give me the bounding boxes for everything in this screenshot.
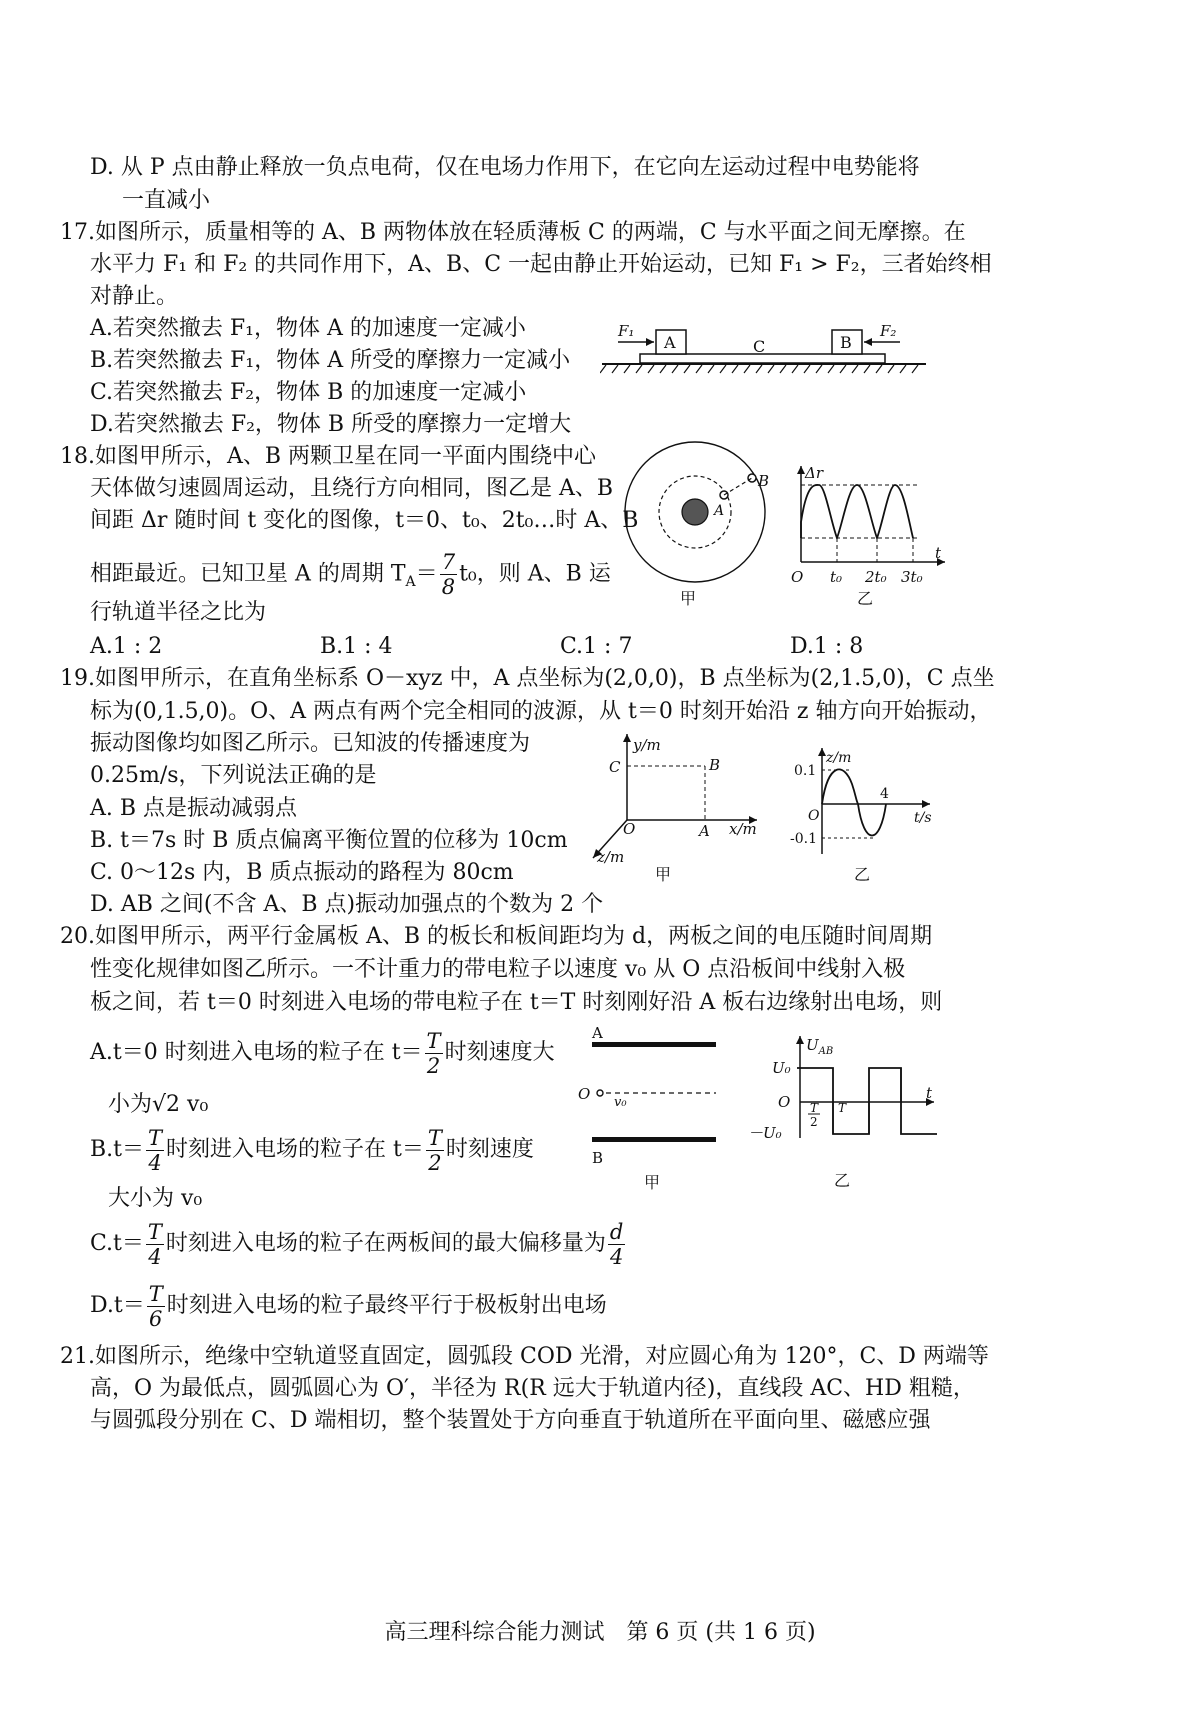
axis-label-u: $U_{AB}$ <box>806 1036 834 1057</box>
q17-stem-line: 17.如图所示，质量相等的 A、B 两物体放在轻质薄板 C 的两端，C 与水平面之间无摩擦。在 <box>60 220 966 245</box>
axis-label-t: t <box>926 1084 933 1102</box>
q18-stem-line: 天体做匀速圆周运动，且绕行方向相同，图乙是 A、B <box>90 476 614 501</box>
plate-b-label: B <box>592 1149 604 1167</box>
q21-stem-line: 与圆弧段分别在 C、D 端相切，整个装置处于方向垂直于轨道所在平面向里、磁感应强 <box>90 1408 931 1433</box>
q19-stem-line: 标为(0,1.5,0)。O、A 两点有两个完全相同的波源，从 t＝0 时刻开始沿 z 轴方向开始振动， <box>90 699 992 724</box>
tick-label-2t0: 2t₀ <box>865 568 887 586</box>
q20-stem-line: 20.如图甲所示，两平行金属板 A、B 的板长和板间距均为 d，两板之间的电压随时间周期 <box>60 924 933 949</box>
tick-label-t: T <box>838 1101 847 1115</box>
q18-stem-line: 间距 Δr 随时间 t 变化的图像，t＝0、t₀、2t₀…时 A、B <box>90 508 639 533</box>
q17-option-c: C.若突然撤去 F₂，物体 B 的加速度一定减小 <box>90 380 527 405</box>
tick-label-minus-0-1: -0.1 <box>790 831 817 847</box>
tick-label-t-half-num: T <box>810 1101 819 1115</box>
origin-label: O <box>778 1093 791 1111</box>
axis-label-t: t/s <box>914 810 932 826</box>
figure-caption-yi: 乙 <box>857 589 874 608</box>
q16-option-d-cont: 一直减小 <box>122 188 211 213</box>
q17-stem-line: 对静止。 <box>90 284 179 309</box>
velocity-v0-label: v₀ <box>614 1095 627 1110</box>
axis-label-x: x/m <box>729 820 757 838</box>
q19-option-a: A. B 点是振动减弱点 <box>90 796 298 821</box>
block-b-label: B <box>840 333 852 352</box>
origin-label: O <box>808 808 820 824</box>
point-c-label: C <box>609 758 621 776</box>
axis-label-z: z/m <box>597 848 625 866</box>
q16-option-d: D. 从 P 点由静止释放一负点电荷，仅在电场力作用下，在它向左运动过程中电势能将 <box>90 155 920 180</box>
q18-stem-line: 18.如图甲所示，A、B 两颗卫星在同一平面内围绕中心 <box>60 444 597 469</box>
q20-option-c: C.t＝ $\frac{T}{4}$ 时刻进入电场的粒子在两板间的最大偏移量为 $\frac{d}{4}$ <box>90 1219 624 1269</box>
tick-label-3t0: 3t₀ <box>901 568 923 586</box>
q19-figure-yi-vibration-graph <box>790 744 940 889</box>
q20-option-b: B.t＝ $\frac{T}{4}$ 时刻进入电场的粒子在 t＝ $\frac{T}{2}$ 时刻速度 <box>90 1125 534 1175</box>
origin-label: O <box>791 568 804 586</box>
tick-label-minus-u0: －U₀ <box>748 1124 782 1142</box>
q20-stem-line: 板之间，若 t＝0 时刻进入电场的带电粒子在 t＝T 时刻刚好沿 A 板右边缘射出电场，则 <box>90 990 943 1015</box>
plate-a-label: A <box>592 1024 603 1042</box>
axis-label-z: z/m <box>826 750 852 766</box>
force-f1-label: F₁ <box>618 322 635 340</box>
tick-label-0-1: 0.1 <box>794 763 817 779</box>
satellite-a-label: A <box>714 503 725 519</box>
q17-stem-line: 水平力 F₁ 和 F₂ 的共同作用下，A、B、C 一起由静止开始运动，已知 F₁ > F₂，三者始终相 <box>90 252 992 277</box>
q18-figure-jia-orbits <box>620 440 780 610</box>
q21-stem-line: 21.如图所示，绝缘中空轨道竖直固定，圆弧段 COD 光滑，对应圆心角为 120°，C、D 两端等 <box>60 1344 989 1369</box>
figure-caption-jia: 甲 <box>655 865 672 884</box>
page-footer: 高三理科综合能力测试 第 6 页 (共 1 6 页) <box>384 1620 816 1645</box>
figure-caption-yi: 乙 <box>834 1171 851 1190</box>
q17-figure-blocks-on-plate <box>600 318 930 378</box>
figure-caption-yi: 乙 <box>854 865 871 884</box>
q19-option-c: C. 0～12s 内，B 质点振动的路程为 80cm <box>90 860 514 885</box>
q20-figure-yi-voltage-graph <box>738 1030 938 1195</box>
tick-label-4: 4 <box>880 786 889 802</box>
block-a-label: A <box>664 333 676 352</box>
q19-option-d: D. AB 之间(不含 A、B 点)振动加强点的个数为 2 个 <box>90 892 604 917</box>
tick-label-u0: U₀ <box>772 1059 791 1077</box>
point-o-label: O <box>578 1085 591 1103</box>
q19-option-b: B. t＝7s 时 B 质点偏离平衡位置的位移为 10cm <box>90 828 568 853</box>
axis-label-t: t <box>935 544 942 562</box>
q18-option-a: A.1 : 2 <box>90 634 163 659</box>
q19-stem-line: 振动图像均如图乙所示。已知波的传播速度为 <box>90 731 531 756</box>
plate-c-label: C <box>753 337 766 356</box>
q17-option-b: B.若突然撤去 F₁，物体 A 所受的摩擦力一定减小 <box>90 348 571 373</box>
q18-stem-line: 行轨道半径之比为 <box>90 600 267 625</box>
point-a-label: A <box>699 822 710 840</box>
q20-stem-line: 性变化规律如图乙所示。一不计重力的带电粒子以速度 v₀ 从 O 点沿板间中线射入极 <box>90 957 906 982</box>
q17-option-a: A.若突然撤去 F₁，物体 A 的加速度一定减小 <box>90 316 526 341</box>
q21-stem-line: 高，O 为最低点，圆弧圆心为 O′，半径为 R(R 远大于轨道内径)，直线段 AC、HD 粗糙， <box>90 1376 975 1401</box>
q20-figure-jia-parallel-plates <box>578 1020 728 1195</box>
figure-caption-jia: 甲 <box>680 589 697 608</box>
q17-option-d: D.若突然撤去 F₂，物体 B 所受的摩擦力一定增大 <box>90 412 572 437</box>
q20-option-b-cont: 大小为 v₀ <box>108 1186 203 1211</box>
q20-option-d: D.t＝ $\frac{T}{6}$ 时刻进入电场的粒子最终平行于极板射出电场 <box>90 1281 607 1331</box>
q19-figure-jia-coordinates <box>585 730 770 890</box>
q20-option-a: A.t＝0 时刻进入电场的粒子在 t＝ $\frac{T}{2}$ 时刻速度大 <box>90 1028 555 1078</box>
q18-stem-line-period: 相距最近。已知卫星 A 的周期 $T_A=$ $\frac{7}{8}$ t₀，则 A、B 运 <box>90 550 611 599</box>
force-f2-label: F₂ <box>880 322 897 340</box>
q18-option-c: C.1 : 7 <box>560 634 633 659</box>
period-fraction: $\frac{7}{8}$ <box>441 550 456 599</box>
origin-o-label: O <box>623 820 636 838</box>
q19-stem-line: 0.25m/s，下列说法正确的是 <box>90 763 377 788</box>
axis-label-y: y/m <box>633 736 661 754</box>
q20-option-a-cont: 小为√2 v₀ <box>108 1092 209 1117</box>
q18-option-d: D.1 : 8 <box>790 634 864 659</box>
satellite-b-label: B <box>758 472 770 490</box>
tick-label-t-half-den: 2 <box>810 1115 818 1129</box>
axis-label-delta-r: Δr <box>805 464 824 482</box>
point-b-label: B <box>709 756 721 774</box>
tick-label-t0: t₀ <box>830 568 843 586</box>
figure-caption-jia: 甲 <box>644 1173 661 1192</box>
q18-figure-yi-distance-graph <box>785 462 955 612</box>
q18-option-b: B.1 : 4 <box>320 634 393 659</box>
q19-stem-line: 19.如图甲所示，在直角坐标系 O－xyz 中，A 点坐标为(2,0,0)，B 点坐标为(2,1.5,0)，C 点坐 <box>60 666 995 691</box>
